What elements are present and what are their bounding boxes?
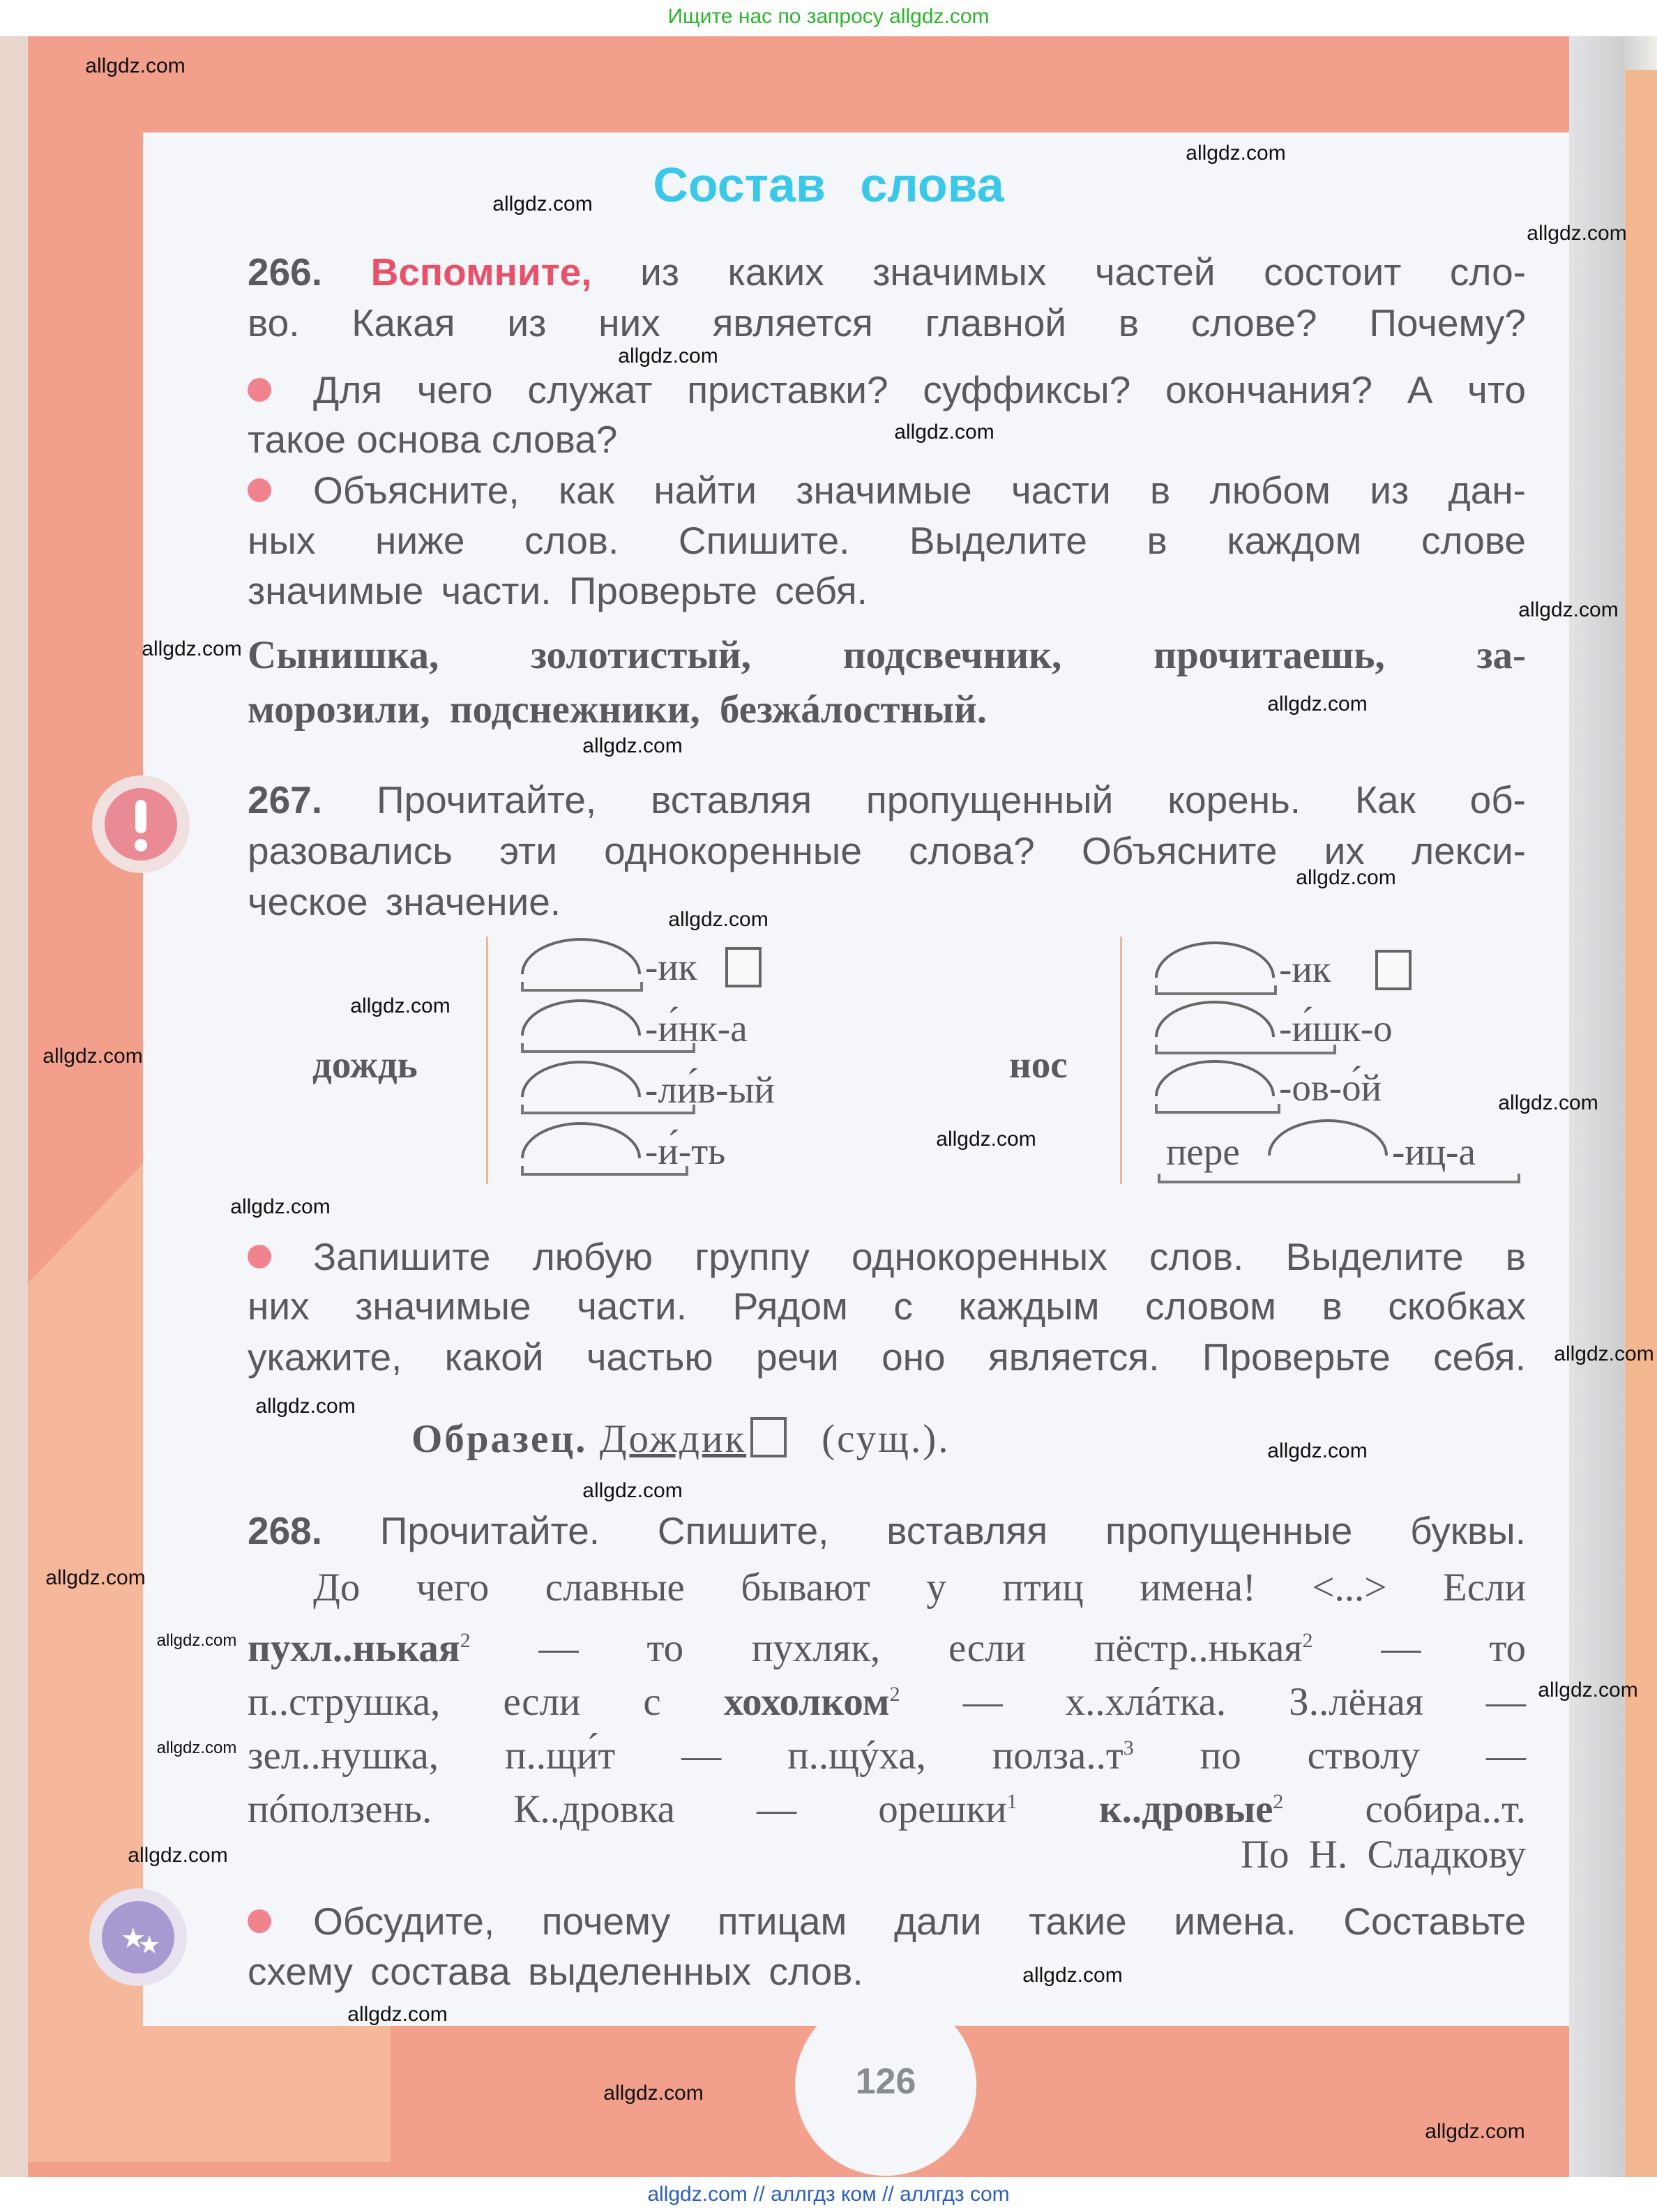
ex266-line7: значимые части. Проверьте себя. <box>248 569 868 612</box>
page-title: Состав слова <box>653 158 1004 212</box>
ex266-words1: Сынишка, золотистый, подсвечник, прочитаешь, за- <box>248 633 1526 677</box>
svg-text:★: ★ <box>121 1923 146 1954</box>
ex266-line4: такое основа слова? <box>248 418 618 461</box>
next-page-strip <box>1625 70 1657 2177</box>
watermark: allgdz.com <box>582 1479 683 1502</box>
footnote: 2 <box>460 1629 471 1652</box>
watermark: allgdz.com <box>142 637 242 660</box>
watermark: allgdz.com <box>618 344 718 368</box>
watermark: allgdz.com <box>1554 1342 1654 1365</box>
stem-underline <box>1158 1174 1520 1183</box>
ending-box <box>1375 950 1412 990</box>
ex267-line5: них значимые части. Рядом с каждым словом в скобках <box>248 1285 1526 1328</box>
bold-word: к..дровые <box>1098 1787 1273 1831</box>
footer-links[interactable]: allgdz.com // аллгдз ком // аллгдз com <box>0 2177 1657 2212</box>
search-banner[interactable]: Ищите нас по запросу allgdz.com <box>0 0 1657 36</box>
footnote: 1 <box>1006 1790 1017 1813</box>
watermark: allgdz.com <box>603 2082 704 2105</box>
stem-underline <box>521 982 643 992</box>
bold-word: хохолком <box>723 1680 890 1724</box>
text: зел..нушка, п..щи́т — п..щýха, полза..т <box>248 1734 1123 1778</box>
bullet-icon <box>248 1909 271 1933</box>
suffix: -и́шк-о <box>1279 1007 1393 1050</box>
suffix: -ик <box>1279 948 1331 990</box>
text-line <box>248 1674 1526 1723</box>
watermark: allgdz.com <box>1538 1679 1638 1702</box>
watermark: allgdz.com <box>492 192 593 215</box>
text: собира..т. <box>1365 1787 1527 1831</box>
exercise-number: 268. <box>248 1509 323 1552</box>
watermark: allgdz.com <box>43 1045 143 1068</box>
stem-underline <box>1155 985 1277 995</box>
divider <box>1120 937 1122 1184</box>
page-number: 126 <box>855 2061 916 2102</box>
root-word-right: нос <box>1009 1043 1068 1086</box>
group-work-icon <box>89 1888 187 1986</box>
stem-underline <box>1155 1104 1280 1114</box>
watermark: allgdz.com <box>894 421 994 444</box>
suffix: -и́-ть <box>645 1130 726 1172</box>
ex267-line6: укажите, какой частью речи оно является. Проверьте себя. <box>248 1335 1526 1379</box>
suffix: -и́нк-а <box>645 1007 748 1050</box>
watermark: allgdz.com <box>1267 692 1368 715</box>
ex268-line1 <box>248 1510 1526 1552</box>
text: п..струшка, если с <box>248 1680 661 1724</box>
watermark: allgdz.com <box>230 1195 331 1218</box>
watermark: allgdz.com <box>1498 1091 1598 1114</box>
text: — то <box>1381 1626 1526 1670</box>
exercise-number: 267. <box>248 778 323 821</box>
bullet-icon <box>248 478 271 502</box>
sample-word: Дождик <box>599 1417 747 1461</box>
watermark: allgdz.com <box>128 1844 228 1867</box>
suffix: -ов-о́й <box>1279 1066 1382 1109</box>
ex268-line2: Обсудите, почему птицам дали такие имена. Составьте <box>313 1900 1526 1943</box>
text: Прочитайте. Спишите, вставляя пропущенные буквы. <box>379 1509 1526 1552</box>
bold-word: пухл..нькая <box>248 1626 460 1670</box>
footnote: 2 <box>1302 1629 1313 1652</box>
bullet-icon <box>248 1245 271 1268</box>
watermark: allgdz.com <box>668 908 769 931</box>
ex267-line4: Запишите любую группу однокоренных слов. Выделите в <box>313 1235 1526 1278</box>
watermark: allgdz.com <box>156 1738 237 1757</box>
ex266-line2: во. Какая из них является главной в слове? Почему? <box>248 301 1526 344</box>
ex266-line6: ных ниже слов. Спишите. Выделите в каждом слове <box>248 519 1526 562</box>
exercise-number: 266. <box>248 250 323 294</box>
ex266-lead: Вспомните, <box>370 250 592 294</box>
divider <box>486 937 488 1184</box>
watermark: allgdz.com <box>936 1128 1036 1151</box>
watermark: allgdz.com <box>85 54 186 77</box>
text: пóползень. К..дровка — орешки <box>248 1787 1007 1831</box>
footnote: 3 <box>1123 1736 1134 1759</box>
watermark: allgdz.com <box>582 734 683 757</box>
ending-box <box>750 1417 787 1457</box>
watermark: allgdz.com <box>350 994 451 1017</box>
text: из каких значимых частей состоит сло- <box>640 250 1527 294</box>
text-line: До чего славные бывают у птиц имена! <...> Если <box>313 1566 1526 1609</box>
author: По Н. Сладкову <box>1240 1833 1526 1877</box>
watermark: allgdz.com <box>1022 1964 1123 1987</box>
ex267-line3: ческое значение. <box>248 880 561 923</box>
text-line <box>248 1620 1526 1669</box>
watermark: allgdz.com <box>255 1395 356 1418</box>
text-line <box>248 1727 1526 1777</box>
ex266-words2: морозили, подснежники, безжáлостный. <box>248 688 987 732</box>
text: — х..хлáтка. З..лёная — <box>962 1680 1527 1724</box>
prefix: пере <box>1166 1130 1240 1173</box>
attention-icon <box>92 775 190 873</box>
bullet-icon <box>248 378 271 402</box>
sample-label: Образец. <box>411 1417 588 1461</box>
watermark: allgdz.com <box>156 1631 237 1650</box>
ex266-line5: Объясните, как найти значимые части в любом из дан- <box>313 469 1526 512</box>
ex266-line3: Для чего служат приставки? суффиксы? окончания? А что <box>313 368 1526 411</box>
root-word-left: дождь <box>312 1043 418 1086</box>
footnote: 2 <box>889 1683 900 1706</box>
watermark: allgdz.com <box>1425 2120 1525 2143</box>
suffix: -ли́в-ый <box>645 1068 775 1111</box>
ex266-line1 <box>248 251 1526 293</box>
sample-pos: (сущ.). <box>822 1417 951 1461</box>
svg-text:★: ★ <box>138 1930 161 1959</box>
text-line <box>248 1781 1526 1831</box>
text: по стволу — <box>1200 1734 1527 1778</box>
watermark: allgdz.com <box>1267 1439 1368 1462</box>
ending-box <box>725 947 762 987</box>
suffix: -ик <box>645 946 697 988</box>
text: — то пухляк, если пёстр..нькая <box>538 1626 1303 1670</box>
footnote: 2 <box>1273 1790 1284 1813</box>
ex267-line1 <box>248 779 1526 821</box>
watermark: allgdz.com <box>347 2003 448 2026</box>
sample <box>411 1417 1109 1460</box>
ex267-line2: разовались эти однокоренные слова? Объясните их лекси- <box>248 829 1526 872</box>
watermark: allgdz.com <box>45 1566 146 1589</box>
watermark: allgdz.com <box>1296 866 1396 889</box>
text: Прочитайте, вставляя пропущенный корень. Как об- <box>376 778 1526 821</box>
watermark: allgdz.com <box>1527 222 1627 245</box>
watermark: allgdz.com <box>1186 142 1286 165</box>
suffix: -иц-а <box>1392 1130 1476 1173</box>
watermark: allgdz.com <box>1518 598 1619 621</box>
page-edge <box>0 36 28 2177</box>
ex268-line3: схему состава выделенных слов. <box>248 1950 863 1993</box>
